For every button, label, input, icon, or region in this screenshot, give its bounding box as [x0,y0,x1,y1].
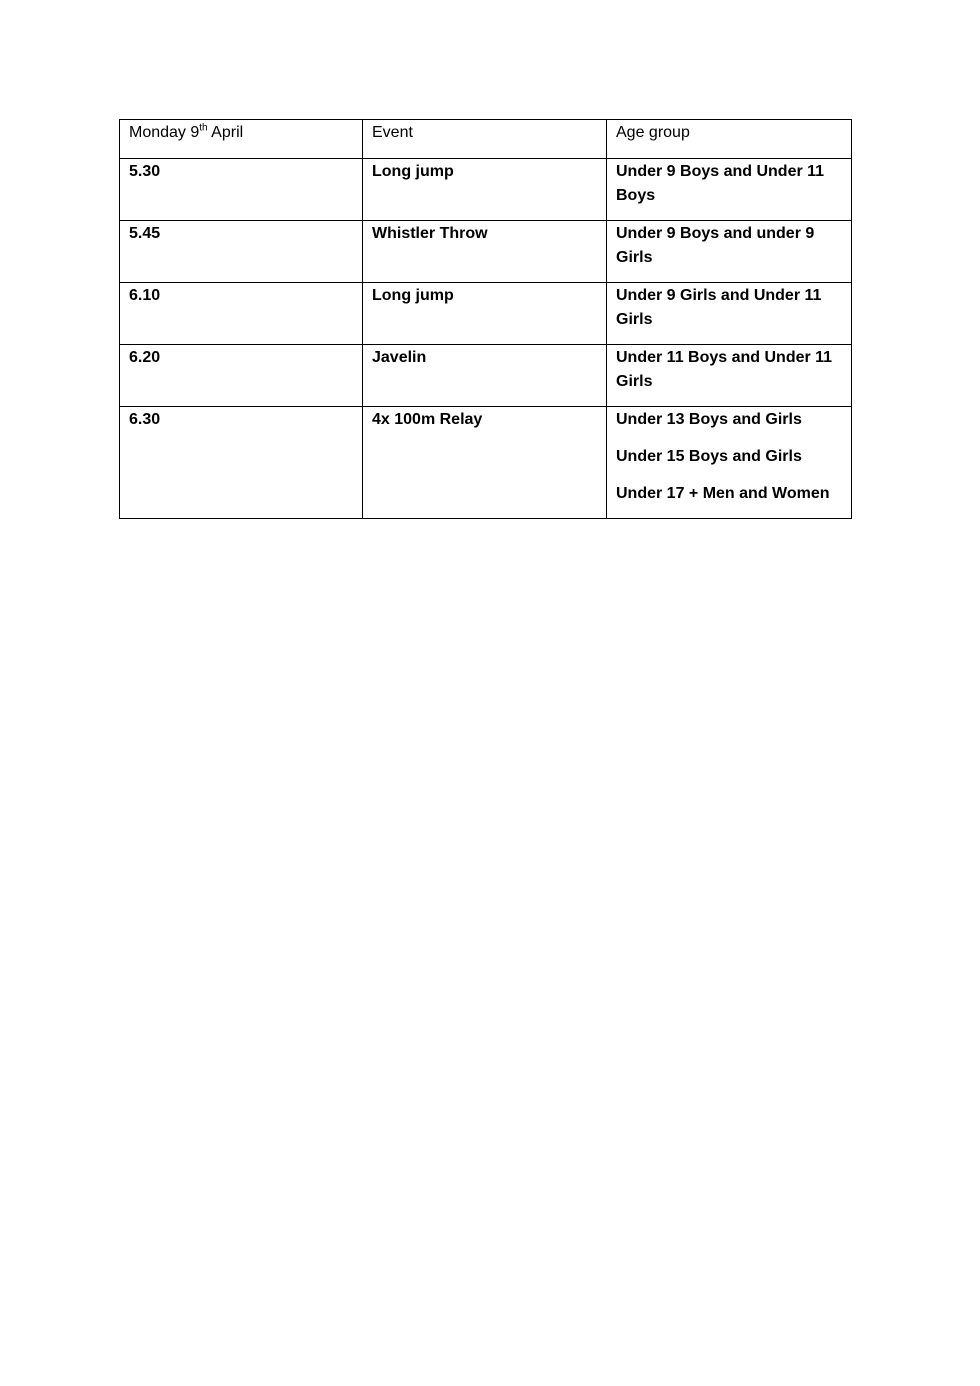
header-date-text: Monday 9 [129,124,200,141]
table-row [120,221,852,283]
header-date-suffix: th [199,122,208,134]
event-cell: 4x 100m Relay [363,407,607,519]
age-group-entry: Under 17 + Men and Women [616,485,830,502]
event-cell: Long jump [363,159,607,221]
table-row [120,283,852,345]
event-cell: Whistler Throw [363,221,607,283]
header-age-group: Age group [607,120,852,159]
age-group-entry: Under 13 Boys and Girls [616,411,802,428]
header-event: Event [363,120,607,159]
age-group-cell [607,221,852,283]
time-cell: 5.45 [120,221,363,283]
table-row [120,345,852,407]
event-cell: Long jump [363,283,607,345]
age-group-entry: Under 9 Girls and Under 11 Girls [616,287,822,328]
age-group-cell [607,345,852,407]
table-row [120,159,852,221]
event-cell: Javelin [363,345,607,407]
age-group-entry: Under 11 Boys and Under 11 Girls [616,349,833,390]
age-group-cell [607,407,852,519]
age-group-cell [607,159,852,221]
header-date-month: April [207,124,244,141]
age-group-entry: Under 15 Boys and Girls [616,448,802,465]
time-cell: 6.20 [120,345,363,407]
table-row [120,407,852,519]
time-cell: 5.30 [120,159,363,221]
time-cell: 6.30 [120,407,363,519]
age-group-cell [607,283,852,345]
table-header-row [120,120,852,159]
age-group-entry: Under 9 Boys and under 9 Girls [616,225,815,266]
time-cell: 6.10 [120,283,363,345]
age-group-entry: Under 9 Boys and Under 11 Boys [616,163,825,204]
schedule-table [119,119,852,519]
header-date [120,120,363,159]
